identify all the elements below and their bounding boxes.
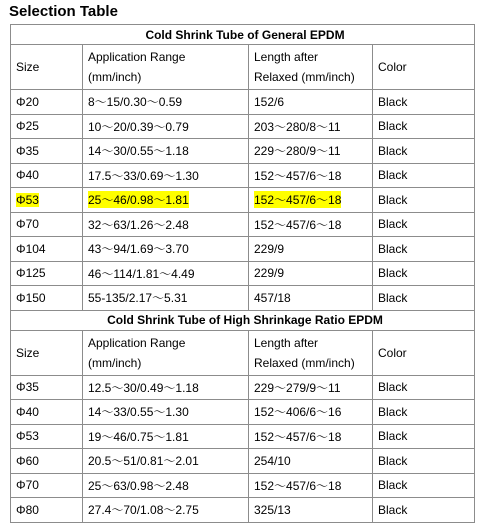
cell-application-range xyxy=(83,139,249,164)
header-range-line2: (mm/inch) xyxy=(88,355,142,370)
cell-length-after-relaxed xyxy=(249,375,373,400)
cell-length-after-relaxed-text: 229～279/9～11 xyxy=(254,380,341,395)
cell-color xyxy=(373,139,475,164)
cell-application-range-text: 10～20/0.39～0.79 xyxy=(88,119,189,134)
cell-color-text: Black xyxy=(378,241,408,256)
selection-table xyxy=(10,24,475,523)
cell-length-after-relaxed xyxy=(249,163,373,188)
cell-application-range xyxy=(83,188,249,213)
cell-length-after-relaxed xyxy=(249,424,373,449)
cell-size-text: Φ60 xyxy=(16,453,39,468)
section-title-row xyxy=(11,310,475,330)
cell-length-after-relaxed xyxy=(249,286,373,311)
cell-size xyxy=(11,237,83,262)
cell-length-after-relaxed xyxy=(249,139,373,164)
cell-length-after-relaxed xyxy=(249,237,373,262)
cell-length-after-relaxed xyxy=(249,188,373,213)
header-length-line1: Length after xyxy=(254,50,319,64)
cell-size-text: Φ40 xyxy=(16,404,39,419)
cell-application-range-text: 25～63/0.98～2.48 xyxy=(88,478,189,493)
cell-application-range-text: 8～15/0.30～0.59 xyxy=(88,95,183,110)
cell-length-after-relaxed xyxy=(249,498,373,523)
cell-size-text: Φ150 xyxy=(16,290,46,305)
cell-size xyxy=(11,375,83,400)
cell-length-after-relaxed-text: 229/9 xyxy=(254,241,285,256)
cell-size-text: Φ40 xyxy=(16,168,39,183)
cell-color xyxy=(373,449,475,474)
cell-application-range xyxy=(83,237,249,262)
cell-application-range-text: 14～30/0.55～1.18 xyxy=(88,144,189,159)
cell-size xyxy=(11,90,83,115)
cell-size-text: Φ35 xyxy=(16,380,39,395)
cell-size-text: Φ125 xyxy=(16,266,46,281)
header-application-range xyxy=(83,330,249,375)
cell-size-text: Φ104 xyxy=(16,241,46,256)
cell-application-range xyxy=(83,375,249,400)
header-row xyxy=(11,330,475,375)
cell-size-text: Φ25 xyxy=(16,119,39,134)
cell-size-text: Φ70 xyxy=(16,217,39,232)
cell-size xyxy=(11,424,83,449)
cell-color-text: Black xyxy=(378,478,408,493)
cell-color-text: Black xyxy=(378,94,408,109)
cell-color xyxy=(373,114,475,139)
cell-size xyxy=(11,188,83,213)
cell-length-after-relaxed-text: 152～457/6～18 xyxy=(254,429,342,444)
cell-length-after-relaxed-text: 254/10 xyxy=(254,453,291,468)
cell-color-text: Black xyxy=(378,119,408,134)
cell-length-after-relaxed-text: 152～457/6～18 xyxy=(254,478,342,493)
table-row xyxy=(11,114,475,139)
cell-application-range-text: 43～94/1.69～3.70 xyxy=(88,242,189,257)
cell-size xyxy=(11,286,83,311)
cell-application-range-text: 20.5～51/0.81～2.01 xyxy=(88,454,199,469)
cell-application-range-text: 32～63/1.26～2.48 xyxy=(88,217,189,232)
header-size: Size xyxy=(11,45,83,90)
cell-color-text: Black xyxy=(378,143,408,158)
cell-size xyxy=(11,400,83,425)
cell-application-range-text: 14～33/0.55～1.30 xyxy=(88,405,189,420)
cell-size-text: Φ35 xyxy=(16,143,39,158)
table-row xyxy=(11,375,475,400)
cell-application-range xyxy=(83,424,249,449)
cell-color-text: Black xyxy=(378,290,408,305)
cell-length-after-relaxed xyxy=(249,212,373,237)
table-row xyxy=(11,449,475,474)
cell-length-after-relaxed-text: 457/18 xyxy=(254,290,291,305)
table-row xyxy=(11,400,475,425)
header-length-line1: Length after xyxy=(254,335,319,350)
cell-application-range xyxy=(83,400,249,425)
cell-color-text: Black xyxy=(378,168,408,183)
cell-application-range-text: 12.5～30/0.49～1.18 xyxy=(88,380,199,395)
header-length-after-relaxed xyxy=(249,330,373,375)
header-range-line1: Application Range xyxy=(88,50,186,64)
cell-color xyxy=(373,375,475,400)
cell-length-after-relaxed xyxy=(249,114,373,139)
section-title: Cold Shrink Tube of General EPDM xyxy=(11,25,475,45)
header-application-range xyxy=(83,45,249,90)
table-row xyxy=(11,498,475,523)
cell-application-range-text: 25～46/0.98～1.81 xyxy=(88,193,189,208)
cell-color xyxy=(373,473,475,498)
header-length-line2: Relaxed (mm/inch) xyxy=(254,355,355,370)
cell-color xyxy=(373,212,475,237)
header-length-line2: Relaxed (mm/inch) xyxy=(254,70,355,84)
header-color: Color xyxy=(373,45,475,90)
table-row xyxy=(11,212,475,237)
section-title-row xyxy=(11,25,475,45)
cell-application-range xyxy=(83,286,249,311)
cell-size-text: Φ70 xyxy=(16,478,39,493)
cell-length-after-relaxed xyxy=(249,90,373,115)
cell-size xyxy=(11,163,83,188)
cell-color-text: Black xyxy=(378,192,408,207)
cell-color xyxy=(373,237,475,262)
cell-application-range xyxy=(83,473,249,498)
cell-length-after-relaxed xyxy=(249,261,373,286)
cell-length-after-relaxed xyxy=(249,473,373,498)
cell-application-range xyxy=(83,114,249,139)
cell-color xyxy=(373,424,475,449)
cell-application-range xyxy=(83,449,249,474)
header-color: Color xyxy=(373,330,475,375)
table-row xyxy=(11,163,475,188)
cell-application-range-text: 27.4～70/1.08～2.75 xyxy=(88,503,199,518)
cell-size xyxy=(11,473,83,498)
table-row xyxy=(11,90,475,115)
cell-color xyxy=(373,163,475,188)
cell-size xyxy=(11,212,83,237)
header-length-after-relaxed xyxy=(249,45,373,90)
cell-color-text: Black xyxy=(378,217,408,232)
table-row xyxy=(11,139,475,164)
cell-color xyxy=(373,286,475,311)
cell-length-after-relaxed-text: 152～406/6～16 xyxy=(254,405,342,420)
section-title: Cold Shrink Tube of High Shrinkage Ratio EPDM xyxy=(11,310,475,330)
cell-length-after-relaxed-text: 229/9 xyxy=(254,266,285,281)
cell-length-after-relaxed-text: 229～280/9～11 xyxy=(254,144,341,159)
cell-size xyxy=(11,449,83,474)
cell-application-range-text: 55-135/2.17～5.31 xyxy=(88,291,188,306)
cell-color-text: Black xyxy=(378,380,408,395)
cell-color xyxy=(373,498,475,523)
cell-color-text: Black xyxy=(378,429,408,444)
header-row xyxy=(11,45,475,90)
cell-application-range xyxy=(83,163,249,188)
cell-application-range xyxy=(83,498,249,523)
table-row xyxy=(11,473,475,498)
cell-size xyxy=(11,261,83,286)
cell-application-range xyxy=(83,261,249,286)
cell-color-text: Black xyxy=(378,502,408,517)
cell-size-text: Φ53 xyxy=(16,192,39,207)
cell-length-after-relaxed-text: 203～280/8～11 xyxy=(254,119,341,134)
cell-color xyxy=(373,400,475,425)
cell-size xyxy=(11,498,83,523)
cell-color xyxy=(373,261,475,286)
table-row xyxy=(11,286,475,311)
cell-application-range-text: 46～114/1.81～4.49 xyxy=(88,266,195,281)
cell-application-range xyxy=(83,90,249,115)
page-title: Selection Table xyxy=(9,3,118,20)
header-range-line2: (mm/inch) xyxy=(88,70,142,84)
cell-length-after-relaxed-text: 152～457/6～18 xyxy=(254,168,342,183)
cell-size-text: Φ80 xyxy=(16,502,39,517)
cell-color-text: Black xyxy=(378,404,408,419)
cell-length-after-relaxed xyxy=(249,400,373,425)
cell-color-text: Black xyxy=(378,453,408,468)
cell-size xyxy=(11,114,83,139)
cell-length-after-relaxed-text: 152～457/6～18 xyxy=(254,217,342,232)
cell-application-range-text: 19～46/0.75～1.81 xyxy=(88,429,189,444)
cell-length-after-relaxed-text: 325/13 xyxy=(254,502,291,517)
table-row xyxy=(11,237,475,262)
header-range-line1: Application Range xyxy=(88,335,186,350)
cell-color-text: Black xyxy=(378,266,408,281)
cell-application-range-text: 17.5～33/0.69～1.30 xyxy=(88,168,199,183)
cell-length-after-relaxed-text: 152/6 xyxy=(254,94,285,109)
cell-application-range xyxy=(83,212,249,237)
table-row xyxy=(11,188,475,213)
cell-color xyxy=(373,90,475,115)
header-size: Size xyxy=(11,330,83,375)
cell-color xyxy=(373,188,475,213)
cell-length-after-relaxed-text: 152～457/6～18 xyxy=(254,193,342,208)
table-row xyxy=(11,424,475,449)
cell-length-after-relaxed xyxy=(249,449,373,474)
table-row xyxy=(11,261,475,286)
cell-size-text: Φ20 xyxy=(16,94,39,109)
cell-size xyxy=(11,139,83,164)
cell-size-text: Φ53 xyxy=(16,429,39,444)
